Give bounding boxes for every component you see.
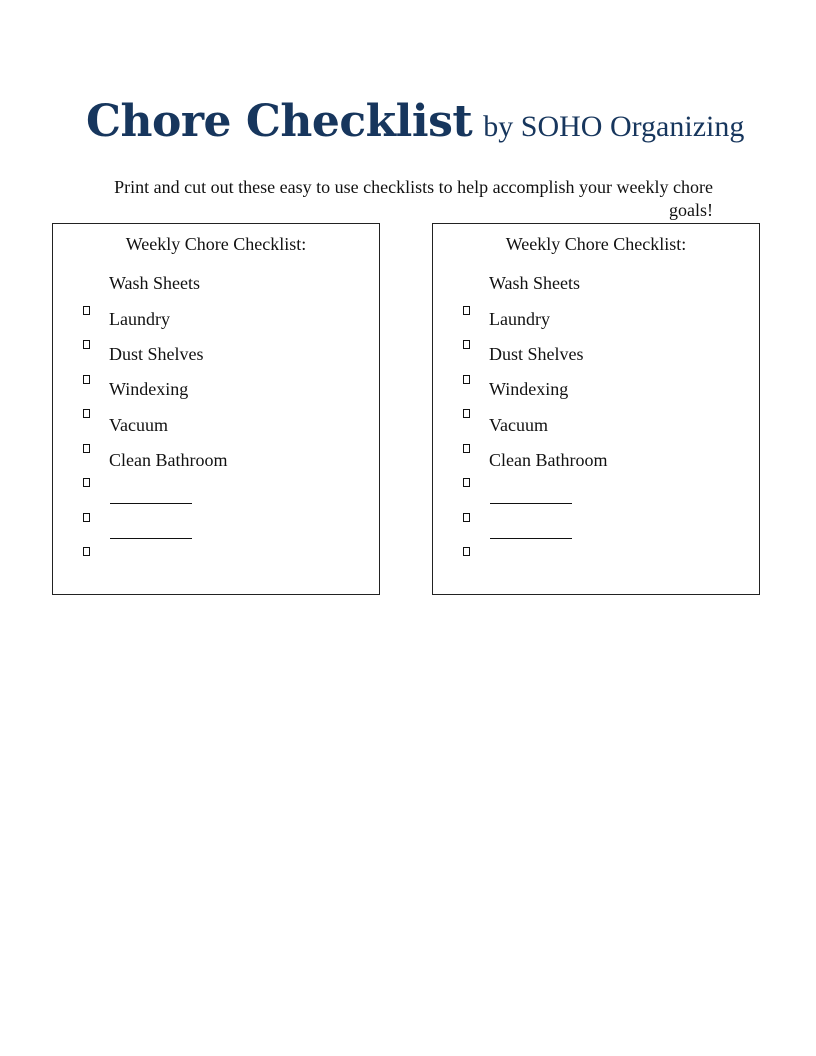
chore-item: Clean Bathroom (109, 450, 228, 470)
chore-item: Windexing (109, 379, 189, 399)
checkbox-icon[interactable] (83, 409, 90, 418)
chore-item: Windexing (489, 379, 569, 399)
page-header (86, 96, 744, 147)
checkbox-icon[interactable] (463, 513, 470, 522)
chore-item: Wash Sheets (489, 273, 581, 293)
checkbox-icon[interactable] (83, 547, 90, 556)
blank-chore-line (110, 538, 192, 539)
blank-chore-line (110, 503, 192, 504)
chore-item: Vacuum (109, 415, 168, 435)
checkbox-icon[interactable] (463, 375, 470, 384)
checkbox-icon[interactable] (463, 409, 470, 418)
chore-item: Vacuum (489, 415, 548, 435)
intro-text: Print and cut out these easy to use checklists to help accomplish your weekly chore goals! (114, 177, 713, 220)
checklist-card-right (432, 223, 760, 595)
blank-chore-line (490, 538, 572, 539)
checkbox-icon[interactable] (463, 547, 470, 556)
card-title: Weekly Chore Checklist: (505, 234, 687, 254)
chore-item: Dust Shelves (489, 344, 584, 364)
checkbox-icon[interactable] (83, 306, 90, 315)
checkbox-icon[interactable] (463, 340, 470, 349)
page-byline: by SOHO Organizing (483, 110, 745, 143)
checkbox-icon[interactable] (463, 306, 470, 315)
checkbox-icon[interactable] (83, 340, 90, 349)
chore-item: Laundry (489, 309, 550, 329)
checkbox-icon[interactable] (83, 478, 90, 487)
checklist-card-left (52, 223, 380, 595)
blank-chore-line (490, 503, 572, 504)
checkbox-icon[interactable] (83, 375, 90, 384)
chore-item: Clean Bathroom (489, 450, 608, 470)
checkbox-icon[interactable] (463, 478, 470, 487)
checkbox-icon[interactable] (83, 513, 90, 522)
checkbox-icon[interactable] (463, 444, 470, 453)
page-title: Chore Checklist (86, 96, 473, 147)
chore-item: Wash Sheets (109, 273, 201, 293)
checkbox-icon[interactable] (83, 444, 90, 453)
chore-item: Laundry (109, 309, 170, 329)
card-title: Weekly Chore Checklist: (125, 234, 307, 254)
chore-item: Dust Shelves (109, 344, 204, 364)
